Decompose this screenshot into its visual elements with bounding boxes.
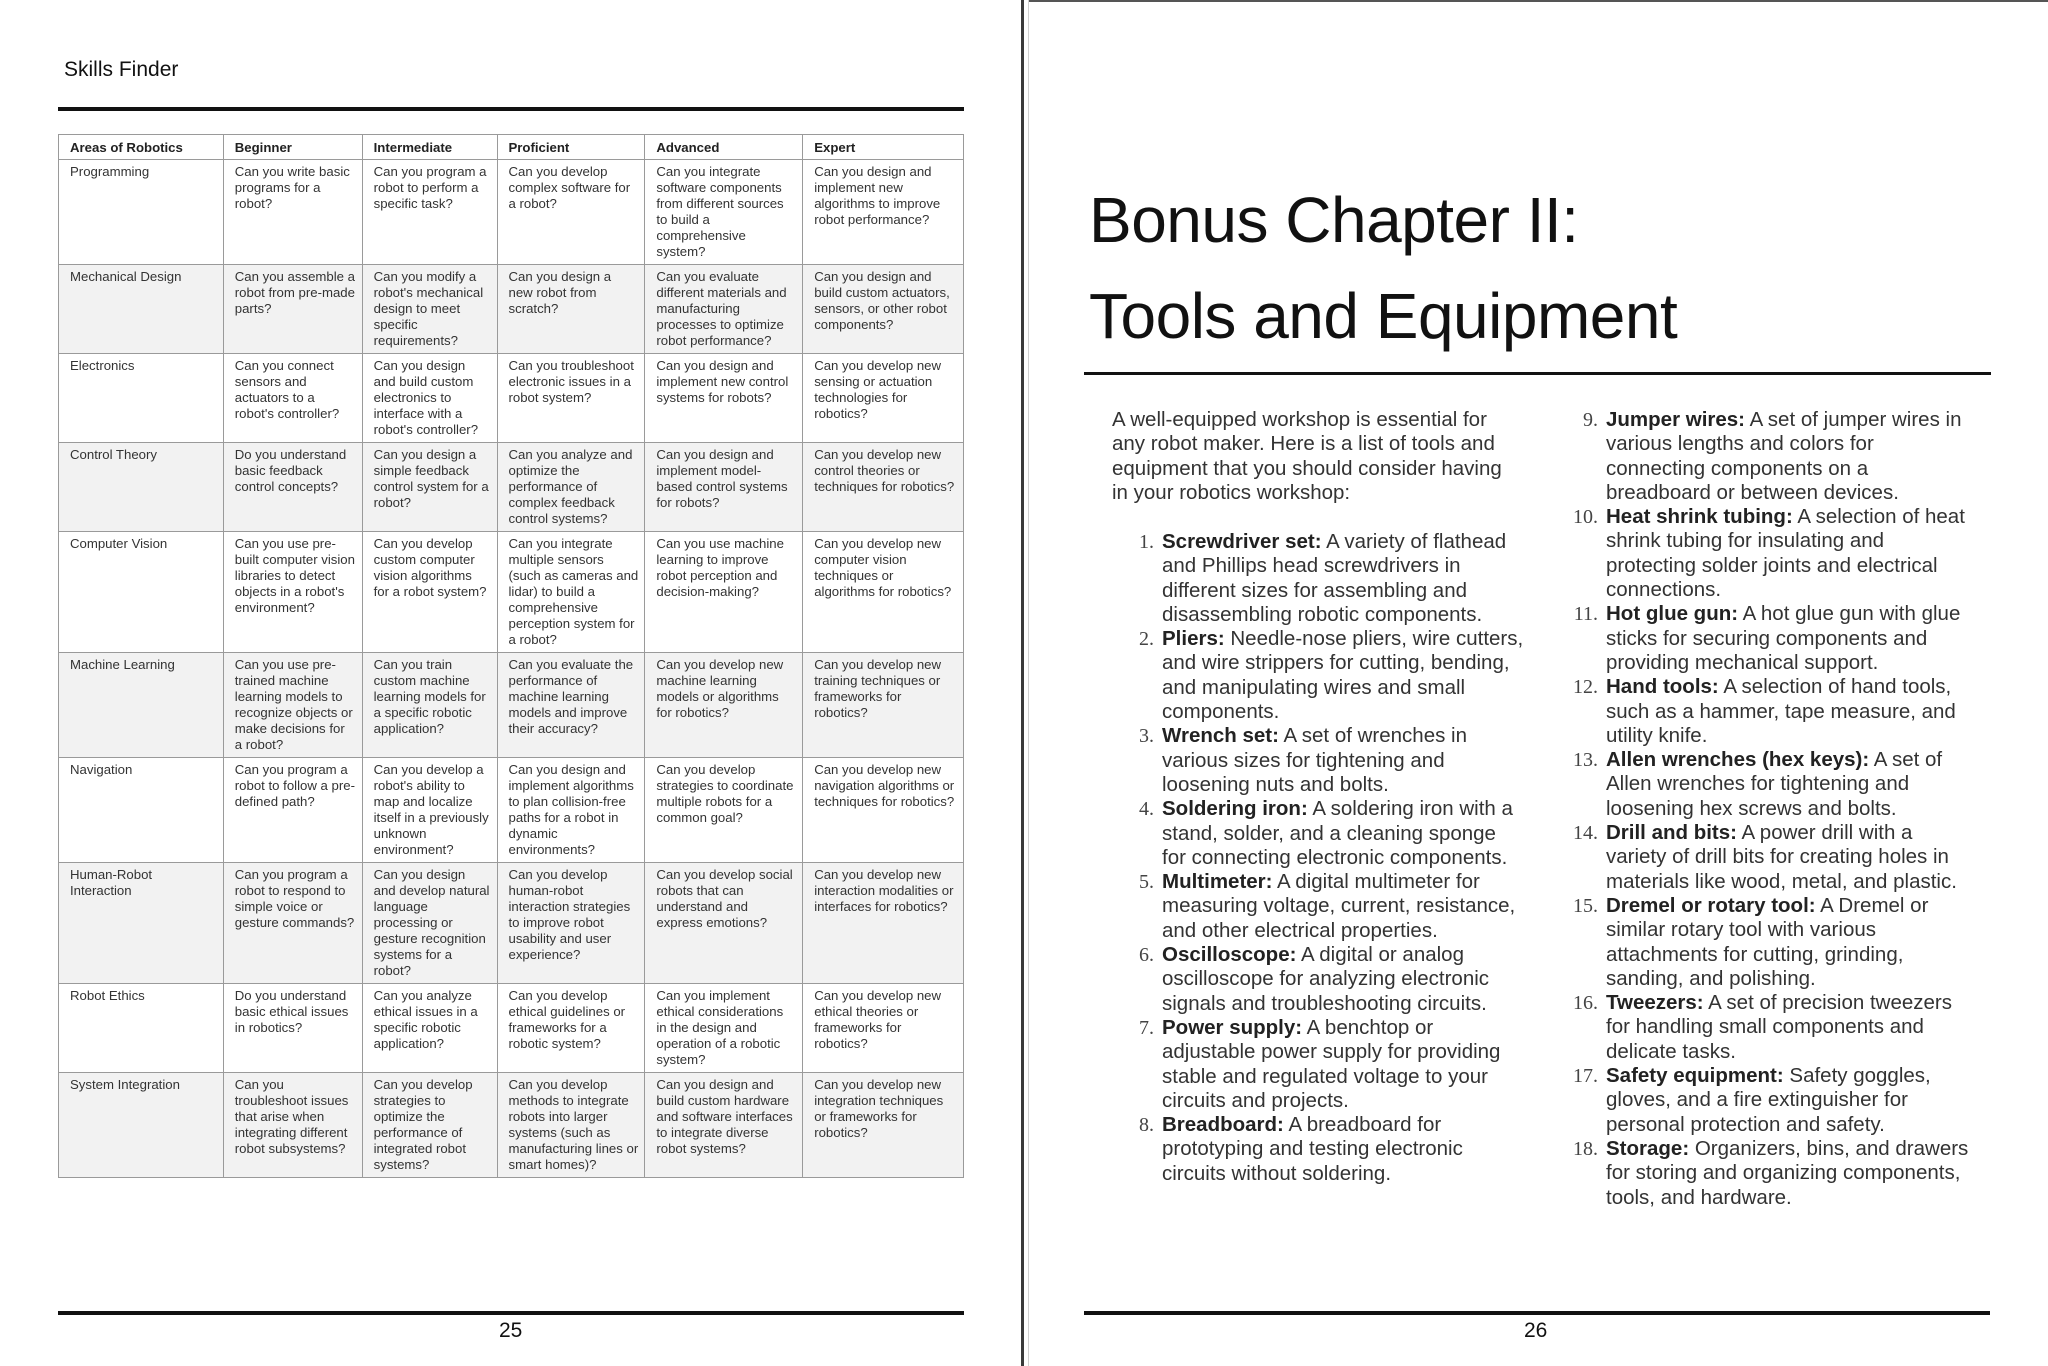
item-number: 3. [1139, 725, 1154, 748]
item-number: 7. [1139, 1016, 1154, 1039]
tool-item [1558, 991, 1978, 1064]
tool-description: A set of wrenches in various sizes for tightening and loosening nuts and bolts. [1162, 724, 1467, 796]
tool-item [1114, 627, 1524, 724]
item-number: 12. [1573, 676, 1598, 699]
tool-item [1558, 408, 1978, 505]
skill-question-cell: Can you develop methods to integrate robots into larger systems (such as manufacturing lines or smart homes)? [497, 1073, 645, 1178]
area-cell: Robot Ethics [59, 984, 224, 1073]
item-number: 8. [1139, 1114, 1154, 1137]
chapter-title [1089, 172, 1677, 364]
tool-description: A set of jumper wires in various lengths and colors for connecting components on a breadboard or between devices. [1606, 408, 1962, 504]
skill-question-cell: Do you understand basic feedback control concepts? [223, 443, 362, 532]
skill-question-cell: Can you design and implement model-based control systems for robots? [645, 443, 803, 532]
skill-question-cell: Can you design and implement algorithms to plan collision-free paths for a robot in dynamic environments? [497, 758, 645, 863]
tool-description: A selection of heat shrink tubing for insulating and protecting solder joints and electrical connections. [1606, 505, 1965, 602]
tool-name: Pliers: [1162, 627, 1225, 651]
skill-question-cell: Can you analyze and optimize the performance of complex feedback control systems? [497, 443, 645, 532]
tool-item [1558, 505, 1978, 602]
area-cell: Human-Robot Interaction [59, 863, 224, 984]
skill-question-cell: Can you develop new interaction modalities or interfaces for robotics? [803, 863, 964, 984]
item-number: 2. [1139, 628, 1154, 651]
item-number: 14. [1573, 822, 1598, 845]
skill-question-cell: Can you evaluate the performance of machine learning models and improve their accuracy? [497, 653, 645, 758]
skill-question-cell: Can you develop new machine learning models or algorithms for robotics? [645, 653, 803, 758]
area-cell: System Integration [59, 1073, 224, 1178]
area-cell: Machine Learning [59, 653, 224, 758]
skill-question-cell: Can you design a new robot from scratch? [497, 265, 645, 354]
tool-name: Power supply: [1162, 1015, 1303, 1039]
chapter-title-line1: Bonus Chapter II: [1089, 184, 1579, 256]
column-header: Proficient [497, 135, 645, 160]
tool-description: A Dremel or similar rotary tool with various attachments for cutting, grinding, sanding, and polishing. [1606, 893, 1929, 990]
page-number: 25 [499, 1319, 523, 1342]
tool-item [1558, 894, 1978, 991]
tool-name: Wrench set: [1162, 724, 1279, 748]
tool-name: Multimeter: [1162, 870, 1273, 894]
skill-question-cell: Can you develop a robot's ability to map and localize itself in a previously unknown environment? [362, 758, 497, 863]
column-header: Areas of Robotics [59, 135, 224, 160]
item-number: 1. [1139, 531, 1154, 553]
skill-question-cell: Can you troubleshoot issues that arise when integrating different robot subsystems? [223, 1073, 362, 1178]
tool-item [1114, 943, 1524, 1016]
skill-question-cell: Can you use machine learning to improve robot perception and decision-making? [645, 532, 803, 653]
skill-question-cell: Can you develop ethical guidelines or frameworks for a robotic system? [497, 984, 645, 1073]
tool-item [1558, 675, 1978, 748]
tool-name: Drill and bits: [1606, 821, 1737, 845]
skill-question-cell: Can you design and build custom electronics to interface with a robot's controller? [362, 354, 497, 443]
skill-question-cell: Can you troubleshoot electronic issues in a robot system? [497, 354, 645, 443]
item-number: 5. [1139, 871, 1154, 894]
tool-description: Organizers, bins, and drawers for storing and organizing components, tools, and hardware. [1606, 1136, 1969, 1209]
area-cell: Mechanical Design [59, 265, 224, 354]
tool-description: A digital multimeter for measuring voltage, current, resistance, and other electrical properties. [1162, 870, 1516, 942]
item-number: 10. [1573, 506, 1598, 529]
skill-question-cell: Can you program a robot to follow a pre-defined path? [223, 758, 362, 863]
skill-question-cell: Can you develop strategies to optimize the performance of integrated robot systems? [362, 1073, 497, 1178]
skill-question-cell: Can you assemble a robot from pre-made parts? [223, 265, 362, 354]
tool-description: A breadboard for prototyping and testing electronic circuits without soldering. [1162, 1113, 1463, 1185]
tool-item [1558, 1064, 1978, 1137]
area-cell: Computer Vision [59, 532, 224, 653]
tool-description: A digital or analog oscilloscope for analyzing electronic signals and troubleshooting circuits. [1162, 943, 1490, 1015]
skill-question-cell: Can you use pre-built computer vision libraries to detect objects in a robot's environment? [223, 532, 362, 653]
tool-item [1114, 1113, 1524, 1186]
skill-question-cell: Can you program a robot to perform a specific task? [362, 160, 497, 265]
skill-question-cell: Can you develop new navigation algorithms or techniques for robotics? [803, 758, 964, 863]
item-number: 4. [1139, 798, 1154, 821]
skill-question-cell: Can you develop strategies to coordinate multiple robots for a common goal? [645, 758, 803, 863]
skill-question-cell: Can you develop new training techniques or frameworks for robotics? [803, 653, 964, 758]
item-number: 13. [1573, 749, 1598, 772]
tools-list-column-2 [1558, 408, 1978, 1210]
title-rule [1084, 372, 1991, 375]
item-number: 18. [1573, 1137, 1598, 1160]
skill-question-cell: Can you integrate software components from different sources to build a comprehensive system? [645, 160, 803, 265]
tool-name: Screwdriver set: [1162, 530, 1322, 553]
area-cell: Programming [59, 160, 224, 265]
chapter-title-line2: Tools and Equipment [1089, 280, 1678, 352]
tool-description: A benchtop or adjustable power supply for providing stable and regulated voltage to your circuits and projects. [1162, 1015, 1501, 1112]
tool-item [1114, 530, 1524, 627]
column-header: Intermediate [362, 135, 497, 160]
tool-item [1114, 1016, 1524, 1113]
area-cell: Control Theory [59, 443, 224, 532]
skill-question-cell: Can you integrate multiple sensors (such as cameras and lidar) to build a comprehensive perception system for a robot? [497, 532, 645, 653]
tool-name: Hot glue gun: [1606, 602, 1739, 626]
tool-description: A power drill with a variety of drill bits for creating holes in materials like wood, metal, and plastic. [1606, 821, 1957, 893]
tool-description: A set of precision tweezers for handling small components and delicate tasks. [1606, 991, 1953, 1063]
skill-question-cell: Can you develop human-robot interaction strategies to improve robot usability and user experience? [497, 863, 645, 984]
skill-question-cell: Can you develop new control theories or techniques for robotics? [803, 443, 964, 532]
tool-description: Safety goggles, gloves, and a fire extinguisher for personal protection and safety. [1606, 1064, 1931, 1136]
area-cell: Navigation [59, 758, 224, 863]
skill-question-cell: Can you develop complex software for a robot? [497, 160, 645, 265]
skill-question-cell: Can you design and implement new control systems for robots? [645, 354, 803, 443]
skill-question-cell: Can you train custom machine learning models for a specific robotic application? [362, 653, 497, 758]
tools-list-column-1 [1114, 530, 1524, 1186]
item-number: 17. [1573, 1065, 1598, 1088]
skill-question-cell: Can you design a simple feedback control system for a robot? [362, 443, 497, 532]
item-number: 9. [1583, 409, 1598, 431]
item-number: 15. [1573, 894, 1598, 917]
skill-question-cell: Can you analyze ethical issues in a specific robotic application? [362, 984, 497, 1073]
tool-name: Soldering iron: [1162, 797, 1308, 821]
tool-item [1114, 797, 1524, 870]
skill-question-cell: Can you design and build custom hardware and software interfaces to integrate diverse robot systems? [645, 1073, 803, 1178]
tool-name: Storage: [1606, 1136, 1690, 1160]
skill-question-cell: Can you develop new computer vision techniques or algorithms for robotics? [803, 532, 964, 653]
skill-question-cell: Can you evaluate different materials and manufacturing processes to optimize robot performance? [645, 265, 803, 354]
tool-name: Allen wrenches (hex keys): [1606, 748, 1870, 772]
column-header: Advanced [645, 135, 803, 160]
tool-name: Hand tools: [1606, 675, 1719, 699]
item-number: 11. [1573, 603, 1598, 626]
tool-name: Oscilloscope: [1162, 943, 1297, 967]
skill-question-cell: Can you develop custom computer vision algorithms for a robot system? [362, 532, 497, 653]
skill-question-cell: Can you program a robot to respond to simple voice or gesture commands? [223, 863, 362, 984]
item-number: 16. [1573, 992, 1598, 1015]
page-number: 26 [1524, 1319, 1548, 1342]
skill-question-cell: Can you modify a robot's mechanical design to meet specific requirements? [362, 265, 497, 354]
skill-question-cell: Can you develop new integration techniques or frameworks for robotics? [803, 1073, 964, 1178]
skill-question-cell: Can you use pre-trained machine learning models to recognize objects or make decisions for a robot? [223, 653, 362, 758]
tool-description: A variety of flathead and Phillips head screwdrivers in different sizes for assembling and disassembling robotic components. [1162, 530, 1507, 626]
skill-question-cell: Can you design and implement new algorithms to improve robot performance? [803, 160, 964, 265]
tool-item [1558, 748, 1978, 821]
tool-description: A hot glue gun with glue sticks for securing components and providing mechanical support. [1606, 602, 1961, 674]
tool-item [1558, 1137, 1978, 1210]
tool-item [1558, 602, 1978, 675]
tool-description: A soldering iron with a stand, solder, and a cleaning sponge for connecting electronic components. [1162, 797, 1513, 869]
skill-question-cell: Can you design and build custom actuators, sensors, or other robot components? [803, 265, 964, 354]
item-number: 6. [1139, 944, 1154, 967]
tool-item [1558, 821, 1978, 894]
skill-question-cell: Can you implement ethical considerations in the design and operation of a robotic system? [645, 984, 803, 1073]
skill-question-cell: Do you understand basic ethical issues in robotics? [223, 984, 362, 1073]
tool-name: Heat shrink tubing: [1606, 505, 1793, 529]
intro-paragraph: A well-equipped workshop is essential for any robot maker. Here is a list of tools and equipment that you should consider having in your robotics workshop: [1112, 408, 1502, 504]
skill-question-cell: Can you connect sensors and actuators to a robot's controller? [223, 354, 362, 443]
tool-name: Dremel or rotary tool: [1606, 893, 1816, 917]
tool-description: A selection of hand tools, such as a hammer, tape measure, and utility knife. [1606, 675, 1956, 747]
column-header: Expert [803, 135, 964, 160]
skill-question-cell: Can you develop new sensing or actuation technologies for robotics? [803, 354, 964, 443]
tool-name: Tweezers: [1606, 991, 1704, 1015]
skill-question-cell: Can you develop new ethical theories or frameworks for robotics? [803, 984, 964, 1073]
skill-question-cell: Can you write basic programs for a robot? [223, 160, 362, 265]
tool-name: Safety equipment: [1606, 1064, 1784, 1088]
tool-description: Needle-nose pliers, wire cutters, and wire strippers for cutting, bending, and manipulating wires and small components. [1162, 627, 1524, 724]
tool-item [1114, 724, 1524, 797]
column-header: Beginner [223, 135, 362, 160]
tool-name: Breadboard: [1162, 1113, 1284, 1137]
tool-name: Jumper wires: [1606, 408, 1745, 431]
skill-question-cell: Can you design and develop natural language processing or gesture recognition systems for a robot? [362, 863, 497, 984]
running-head: Skills Finder [64, 58, 179, 81]
tool-description: A set of Allen wrenches for tightening and loosening hex screws and bolts. [1606, 748, 1943, 820]
footer-rule [1084, 1311, 1990, 1315]
skill-question-cell: Can you develop social robots that can understand and express emotions? [645, 863, 803, 984]
tool-item [1114, 870, 1524, 943]
area-cell: Electronics [59, 354, 224, 443]
